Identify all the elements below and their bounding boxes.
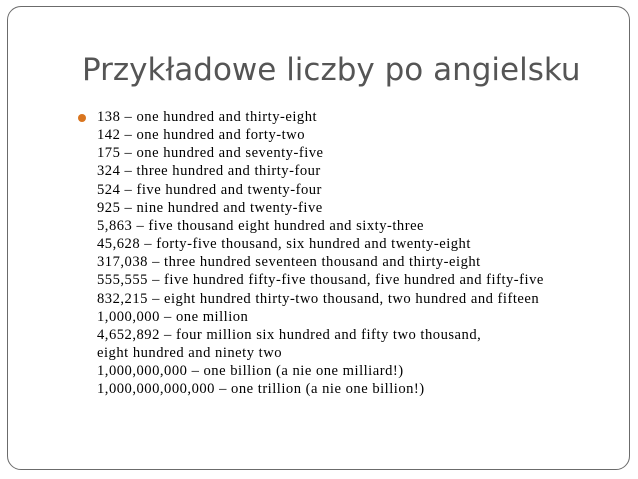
bullet-dot-icon (78, 114, 86, 122)
list-item: 317,038 – three hundred seventeen thousand and thirty-eight (97, 254, 481, 271)
list-item: eight hundred and ninety two (97, 345, 283, 362)
list-item: 45,628 – forty-five thousand, six hundred and twenty-eight (97, 236, 471, 253)
list-item: 832,215 – eight hundred thirty-two thousand, two hundred and fifteen (97, 290, 540, 307)
slide (7, 6, 630, 470)
slide-content (78, 108, 633, 399)
list-item: 925 – nine hundred and twenty-five (97, 199, 323, 216)
slide-title: Przykładowe liczby po angielsku (82, 52, 581, 88)
list-item: 524 – five hundred and twenty-four (97, 181, 322, 198)
list-item: 175 – one hundred and seventy-five (97, 145, 324, 162)
list-item: 5,863 – five thousand eight hundred and sixty-three (97, 217, 425, 234)
list-item: 142 – one hundred and forty-two (97, 127, 306, 144)
list-item: 1,000,000 – one million (97, 308, 249, 325)
number-list (97, 108, 633, 399)
list-item: 324 – three hundred and thirty-four (97, 163, 321, 180)
list-item: 1,000,000,000,000 – one trillion (a nie one billion!) (97, 381, 425, 398)
list-item: 1,000,000,000 – one billion (a nie one milliard!) (97, 363, 404, 380)
list-item: 138 – one hundred and thirty-eight (97, 109, 318, 125)
list-item: 4,652,892 – four million six hundred and fifty two thousand, (97, 326, 482, 343)
list-item: 555,555 – five hundred fifty-five thousand, five hundred and fifty-five (97, 272, 544, 289)
